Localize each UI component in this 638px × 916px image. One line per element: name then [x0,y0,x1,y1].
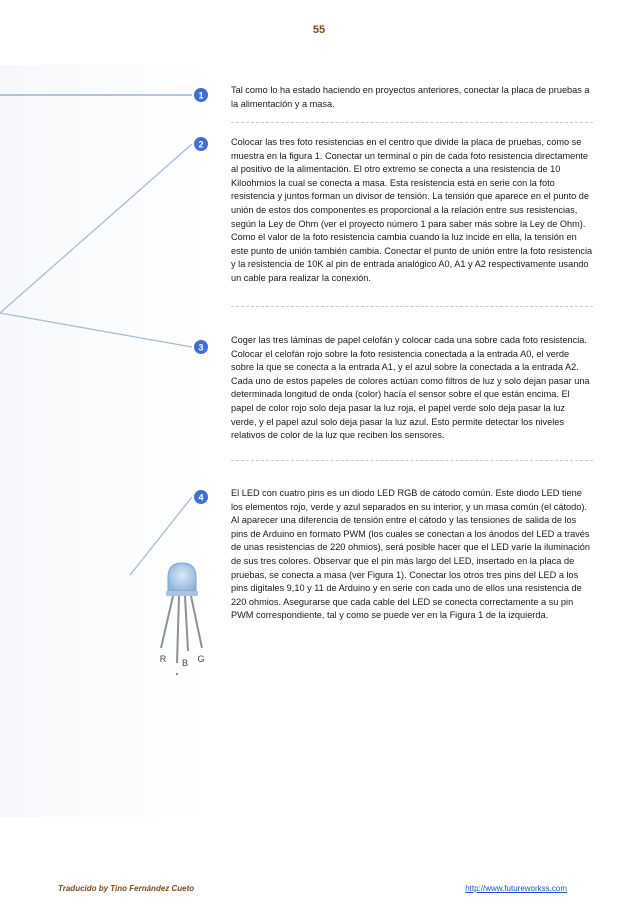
led-common-dot [176,673,178,675]
step-marker-1 [194,88,208,102]
footer-credit: Traducido by Tino Fernández Cueto [58,884,195,893]
step-marker-4 [194,490,208,504]
led-dome [168,563,196,591]
step-marker-3 [194,340,208,354]
led-rim [166,591,198,596]
divider-2 [231,306,593,307]
led-pin-label-g: G [197,654,205,664]
step-1-text: Tal como lo ha estado haciendo en proyectos anteriores, conectar la placa de pruebas a la alimentación y a masa. [231,85,590,109]
step-marker-2 [194,137,208,151]
step-2-text: Colocar las tres foto resistencias en el centro que divide la placa de pruebas, como se muestra en la figura 1. Conectar un terminal o pin de cada foto resistencia directamente al positivo de la alimentación. El otro extremo se conecta a una resistencia de 10 Kiloohmios la cual se conecta a masa. Esta resistencia está en serie con la foto resistencia y juntos forman un divisor de tensión. La tensión que aparece en el punto de unión de estos dos componentes es proporcional a la relación entre sus resistencias, según la Ley de Ohm (ver el proyecto número 1 para saber más sobre la Ley de Ohm). Como el valor de la foto resistencia cambia cuando la luz incide en ella, la tensión en este punto de unión también cambia. Conectar el punto de unión entre la foto resistencia y la resistencia de 10K al pin de entrada analógico A0, A1 y A2 respectivamente usando un cable para realizar la conexión. [231,137,593,283]
step-3-text: Coger las tres láminas de papel celofán y colocar cada una sobre cada foto resistencia. Colocar el celofán rojo sobre la foto resistencia conectada a la entrada A0, el verde sobre la que se conecta a la entrada A1, y el azul sobre la conectada a la entrada A2. Cada uno de estos papeles de colores actúan como filtros de luz y solo dejan pasar una determinada longitud de onda (color) hacía el sensor sobre el que están encima. El papel de color rojo solo deja pasar la luz roja, el papel verde solo deja pasar la luz verde, y el papel azul solo deja pasar la luz azul. Esto permite detectar los niveles relativos de color de la luz que reciben los sensores. [231,335,590,441]
illustration-background [0,65,212,817]
step-marker-2-number: 2 [198,139,204,150]
led-pin-label-r: R [159,654,167,664]
page-number: 55 [312,24,326,36]
step-marker-3-number: 3 [198,342,204,353]
step-4-text: El LED con cuatro pins es un diodo LED RGB de cátodo común. Este diodo LED tiene los elementos rojo, verde y azul separados en su interior, y un masa común (el cátodo). Al aparecer una diferencia de tensión entre el cátodo y las tensiones de salida de los pins de Arduino en formato PWM (los cuales se conectan a los ánodos del LED a través de unas resistencias de 220 ohmios), será posible hacer que el LED varíe la iluminación de sus tres colores. Observar que el pin más largo del LED, insertado en la placa de pruebas, se conecta a masa (ver Figura 1). Conectar los otros tres pins del LED a los pins digitales 9,10 y 11 de Arduino y en serie con cada uno de ellos una resistencia de 220 ohmios. Asegurarse que cada cable del LED se conecta correctamente a su pin PWM correspondiente, tal y como se puede ver en la Figura 1 de la izquierda. [231,488,591,621]
footer-website-link[interactable]: http://www.futureworkss.com [465,884,567,893]
step-marker-4-number: 4 [198,492,204,503]
step-diagram-illustration [0,65,212,817]
led-pin-label-b: B [181,658,189,668]
divider-3 [231,460,593,461]
divider-1 [231,122,593,123]
step-marker-1-number: 1 [198,90,204,101]
